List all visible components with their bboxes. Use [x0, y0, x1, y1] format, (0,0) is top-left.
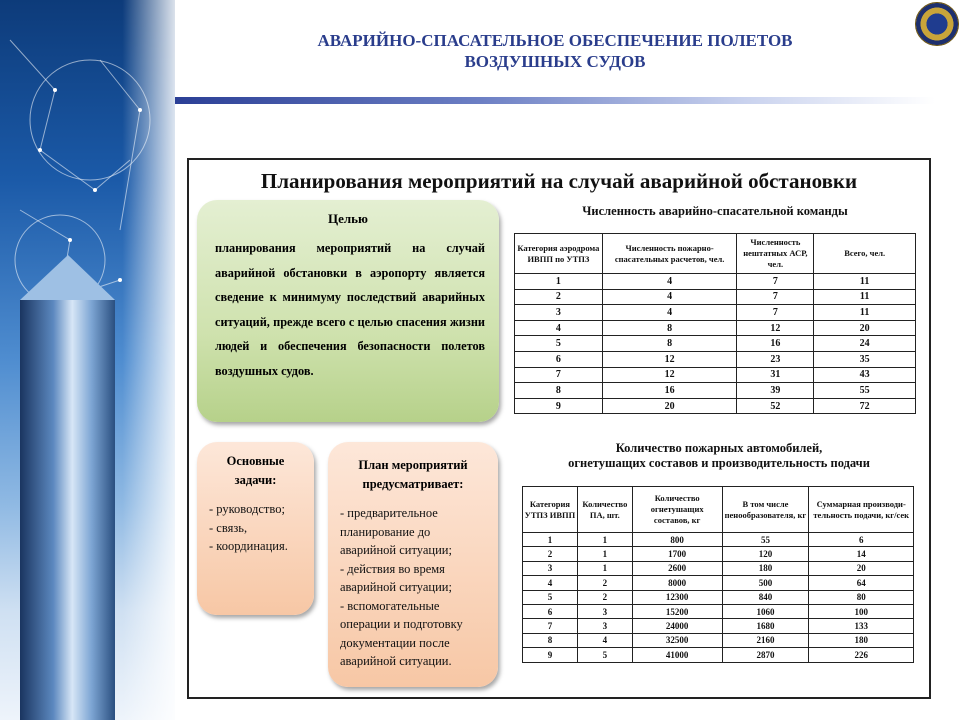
table-row [523, 604, 914, 618]
table-cell: 226 [809, 648, 914, 662]
title-underline [175, 97, 935, 104]
table-cell: 6 [523, 604, 578, 618]
table-cell: 72 [814, 398, 916, 414]
table-cell: 1 [515, 274, 603, 290]
table-row [515, 367, 916, 383]
table-cell: 31 [737, 367, 814, 383]
table-cell: 2600 [632, 561, 722, 575]
table-cell: 14 [809, 547, 914, 561]
table-row [523, 547, 914, 561]
table-cell: 7 [737, 305, 814, 321]
plan-list [340, 504, 488, 671]
table-cell: 11 [814, 305, 916, 321]
table-cell: 20 [809, 561, 914, 575]
table-cell: 5 [577, 648, 632, 662]
list-item: - руководство; [209, 502, 285, 516]
table-row [515, 336, 916, 352]
table-cell: 3 [523, 561, 578, 575]
column-header: Количество огнетушащих составов, кг [632, 487, 722, 533]
table-cell: 4 [602, 274, 737, 290]
table-cell: 39 [737, 383, 814, 399]
vehicles-table [522, 486, 914, 663]
column-header: Количество ПА, шт. [577, 487, 632, 533]
table-row [515, 398, 916, 414]
table-cell: 24 [814, 336, 916, 352]
plan-box [328, 442, 498, 687]
tasks-box [197, 442, 314, 615]
table-row [515, 274, 916, 290]
table-row [523, 633, 914, 647]
crew-table [514, 233, 916, 414]
table-cell: 8 [602, 320, 737, 336]
list-item: - координация. [209, 539, 288, 553]
table-cell: 6 [809, 533, 914, 547]
table-cell: 2 [577, 590, 632, 604]
table-cell: 1700 [632, 547, 722, 561]
table-cell: 9 [523, 648, 578, 662]
emblem-logo [915, 2, 959, 46]
table-cell: 1 [523, 533, 578, 547]
table-cell: 11 [814, 289, 916, 305]
table-cell: 2 [577, 576, 632, 590]
table-row [523, 619, 914, 633]
slide-title: АВАРИЙНО-СПАСАТЕЛЬНОЕ ОБЕСПЕЧЕНИЕ ПОЛЕТОВ ВОЗДУШНЫХ СУДОВ [317, 31, 793, 71]
table-cell: 20 [814, 320, 916, 336]
goal-box [197, 200, 499, 422]
column-header: Категория УТПЗ ИВПП [523, 487, 578, 533]
content-frame [187, 158, 931, 699]
table-row [515, 351, 916, 367]
table-row [515, 320, 916, 336]
table-cell: 35 [814, 351, 916, 367]
table-cell: 80 [809, 590, 914, 604]
table-cell: 24000 [632, 619, 722, 633]
table-cell: 3 [577, 604, 632, 618]
table-cell: 55 [814, 383, 916, 399]
table-cell: 32500 [632, 633, 722, 647]
table-cell: 4 [515, 320, 603, 336]
table-header-row [515, 234, 916, 274]
table-row [515, 305, 916, 321]
table-cell: 2 [515, 289, 603, 305]
table-cell: 1 [577, 547, 632, 561]
table1-caption: Численность аварийно-спасательной команды [582, 204, 848, 218]
table-cell: 8 [515, 383, 603, 399]
table-cell: 8 [523, 633, 578, 647]
table-cell: 120 [722, 547, 809, 561]
table-cell: 840 [722, 590, 809, 604]
frame-heading: Планирования мероприятий на случай аварийной обстановки [260, 169, 858, 193]
table-cell: 55 [722, 533, 809, 547]
tasks-heading: Основные задачи: [226, 454, 285, 487]
table-cell: 7 [737, 289, 814, 305]
table-row [523, 590, 914, 604]
table-cell: 64 [809, 576, 914, 590]
table-cell: 6 [515, 351, 603, 367]
table-cell: 11 [814, 274, 916, 290]
table-row [523, 648, 914, 662]
table-cell: 12 [737, 320, 814, 336]
table-cell: 100 [809, 604, 914, 618]
column-header: Суммарная производи-тельность подачи, кг/сек [809, 487, 914, 533]
table-cell: 8000 [632, 576, 722, 590]
goal-heading: Целью [328, 211, 368, 226]
table-cell: 8 [602, 336, 737, 352]
table-row [523, 576, 914, 590]
list-item: - связь, [209, 520, 248, 535]
column-header: Численность нештатных АСР, чел. [737, 234, 814, 274]
table-cell: 180 [809, 633, 914, 647]
table-cell: 12 [602, 367, 737, 383]
table-cell: 9 [515, 398, 603, 414]
table-cell: 41000 [632, 648, 722, 662]
table-cell: 16 [602, 383, 737, 399]
table-cell: 1060 [722, 604, 809, 618]
list-item: - предварительное планирование до аварийной ситуации; [340, 506, 452, 557]
table-cell: 2160 [722, 633, 809, 647]
table-cell: 1 [577, 533, 632, 547]
list-item: - действия во время аварийной ситуации; [340, 561, 452, 594]
table-cell: 7 [737, 274, 814, 290]
table-row [515, 383, 916, 399]
goal-text: планирования мероприятий на случай аварийной обстановки в аэропорту является сведение к минимуму последствий аварийных ситуаций, прежде всего с целью спасения жизни людей и обеспечения безопасности полетов воздушных судов. [215, 241, 485, 378]
table-cell: 3 [515, 305, 603, 321]
table-cell: 43 [814, 367, 916, 383]
table-cell: 1680 [722, 619, 809, 633]
table-cell: 180 [722, 561, 809, 575]
table-cell: 5 [523, 590, 578, 604]
table-cell: 3 [577, 619, 632, 633]
table-header-row [523, 487, 914, 533]
table-cell: 16 [737, 336, 814, 352]
table-row [515, 289, 916, 305]
table2-caption: Количество пожарных автомобилей, огнетушащих составов и производительность подачи [568, 441, 870, 470]
list-item: - вспомогательные операции и подготовку документации после аварийной ситуации. [340, 598, 463, 668]
table-cell: 5 [515, 336, 603, 352]
table-cell: 4 [602, 305, 737, 321]
table-cell: 7 [515, 367, 603, 383]
table-cell: 12300 [632, 590, 722, 604]
table-cell: 23 [737, 351, 814, 367]
column-header: Всего, чел. [814, 234, 916, 274]
table-cell: 4 [523, 576, 578, 590]
table-cell: 12 [602, 351, 737, 367]
table-cell: 15200 [632, 604, 722, 618]
table-cell: 4 [602, 289, 737, 305]
table-cell: 1 [577, 561, 632, 575]
table-cell: 2870 [722, 648, 809, 662]
column-header: Численность пожарно-спасательных расчетов, чел. [602, 234, 737, 274]
table-cell: 500 [722, 576, 809, 590]
table-cell: 7 [523, 619, 578, 633]
table-cell: 2 [523, 547, 578, 561]
table-cell: 52 [737, 398, 814, 414]
tasks-list [209, 500, 309, 556]
table-row [523, 533, 914, 547]
column-header: Категория аэродрома ИВПП по УТПЗ [515, 234, 603, 274]
table-cell: 133 [809, 619, 914, 633]
plan-heading: План мероприятий предусматривает: [358, 458, 468, 491]
column-header: В том числе пенообразователя, кг [722, 487, 809, 533]
table-row [523, 561, 914, 575]
table-cell: 800 [632, 533, 722, 547]
table-cell: 4 [577, 633, 632, 647]
table-cell: 20 [602, 398, 737, 414]
decorative-background [0, 0, 175, 720]
